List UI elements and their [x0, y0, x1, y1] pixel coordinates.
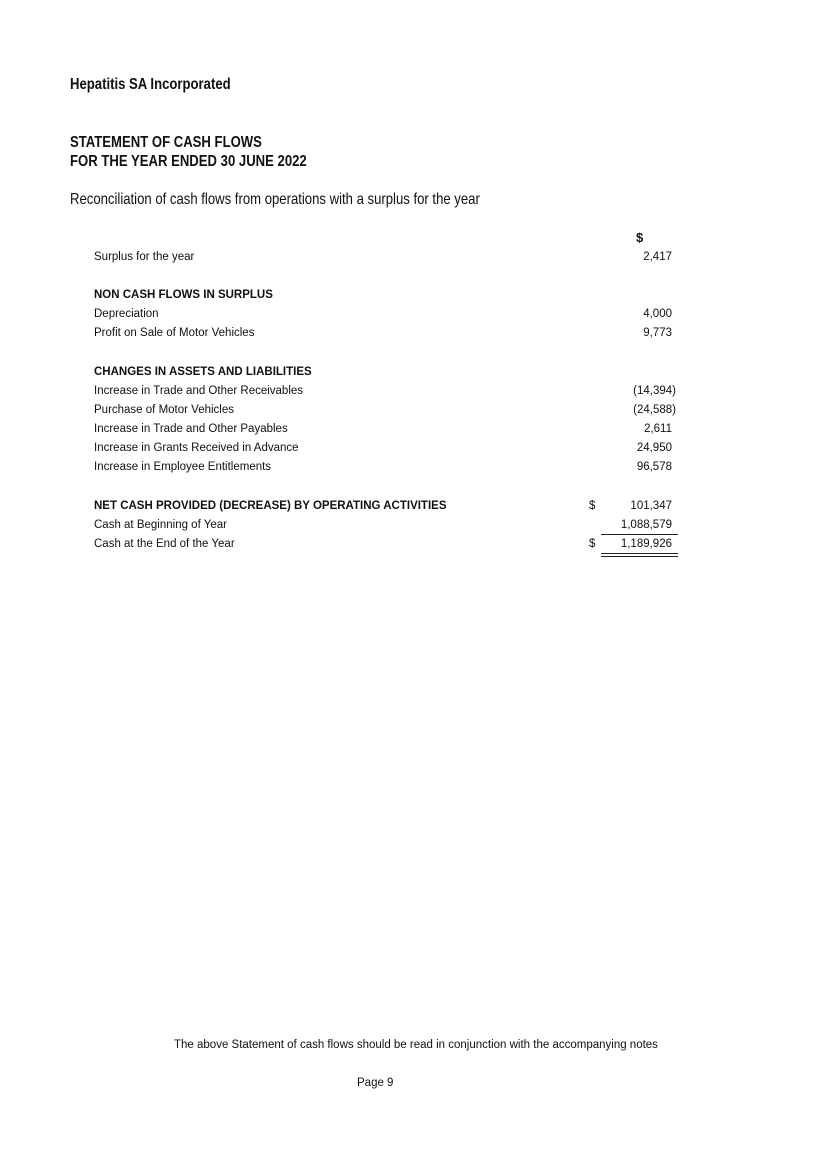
- receivables-label: Increase in Trade and Other Receivables: [94, 385, 304, 397]
- statement-title: STATEMENT OF CASH FLOWS: [70, 134, 262, 151]
- footer-note: The above Statement of cash flows should be read in conjunction with the accompanying notes: [174, 1039, 658, 1051]
- cash-beginning-value: 1,088,579: [620, 519, 672, 531]
- non-cash-heading: NON CASH FLOWS IN SURPLUS: [94, 289, 273, 301]
- employee-entitlements-label: Increase in Employee Entitlements: [94, 461, 272, 473]
- net-cash-value: 101,347: [630, 500, 672, 512]
- profit-sale-value: 9,773: [643, 327, 672, 339]
- cash-end-label: Cash at the End of the Year: [94, 538, 235, 550]
- cash-end-currency: $: [589, 538, 596, 550]
- payables-value: 2,611: [644, 423, 672, 435]
- grants-value: 24,950: [636, 442, 672, 454]
- motor-vehicles-value: (24,588): [633, 404, 676, 416]
- cash-end-value: 1,189,926: [620, 538, 672, 550]
- statement-period: FOR THE YEAR ENDED 30 JUNE 2022: [70, 153, 307, 170]
- depreciation-value: 4,000: [643, 308, 672, 320]
- receivables-value: (14,394): [633, 385, 676, 397]
- motor-vehicles-label: Purchase of Motor Vehicles: [94, 404, 234, 416]
- organisation-name: Hepatitis SA Incorporated: [70, 76, 231, 93]
- profit-sale-label: Profit on Sale of Motor Vehicles: [94, 327, 255, 339]
- payables-label: Increase in Trade and Other Payables: [94, 423, 288, 435]
- subtotal-rule: [601, 534, 678, 535]
- total-rule-top: [601, 553, 678, 554]
- total-rule-bottom: [601, 556, 678, 557]
- grants-label: Increase in Grants Received in Advance: [94, 442, 299, 454]
- depreciation-label: Depreciation: [94, 308, 159, 320]
- cash-beginning-label: Cash at Beginning of Year: [94, 519, 227, 531]
- column-header-currency: $: [636, 230, 644, 245]
- surplus-value: 2,417: [643, 251, 672, 263]
- net-cash-currency: $: [589, 500, 596, 512]
- employee-entitlements-value: 96,578: [636, 461, 672, 473]
- page-number: Page 9: [357, 1077, 394, 1089]
- surplus-label: Surplus for the year: [94, 251, 195, 263]
- net-cash-label: NET CASH PROVIDED (DECREASE) BY OPERATING ACTIVITIES: [94, 500, 447, 512]
- statement-subtitle: Reconciliation of cash flows from operations with a surplus for the year: [70, 191, 480, 208]
- changes-heading: CHANGES IN ASSETS AND LIABILITIES: [94, 366, 312, 378]
